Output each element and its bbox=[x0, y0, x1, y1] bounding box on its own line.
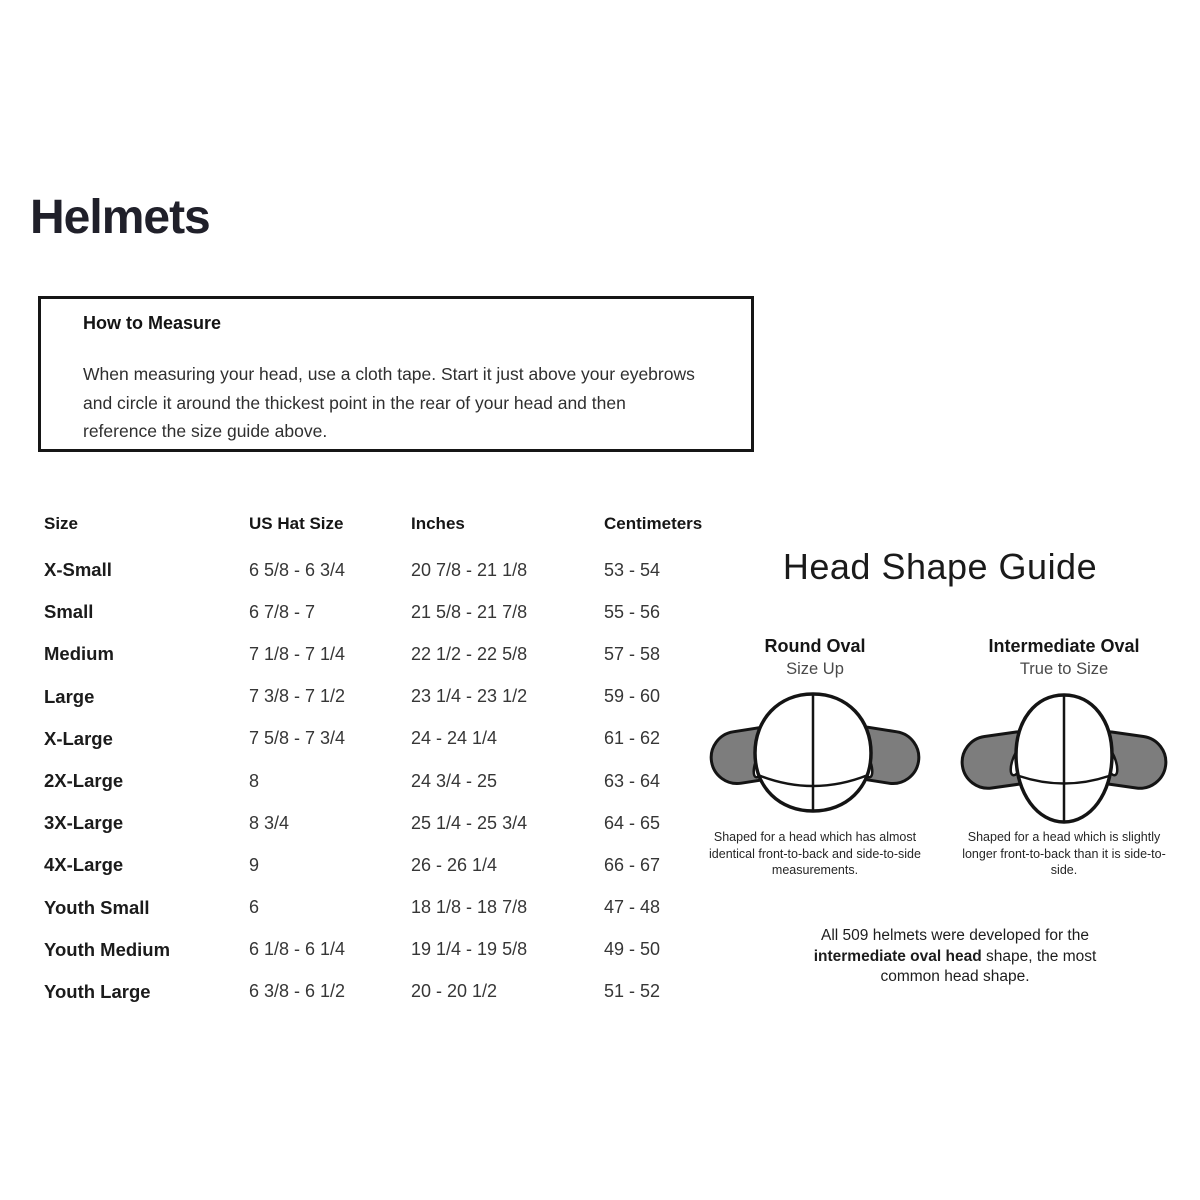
cell-us-hat-size: 6 bbox=[249, 897, 260, 918]
cell-inches: 25 1/4 - 25 3/4 bbox=[411, 812, 528, 833]
note-bold: intermediate oval head bbox=[813, 947, 982, 965]
table-row bbox=[44, 929, 754, 971]
column-header-centimeters: Centimeters bbox=[604, 514, 703, 533]
column-header-us-hat-size: US Hat Size bbox=[249, 514, 344, 533]
cell-inches: 26 - 26 1/4 bbox=[411, 854, 498, 875]
cell-us-hat-size: 6 1/8 - 6 1/4 bbox=[249, 939, 346, 960]
cell-inches: 19 1/4 - 19 5/8 bbox=[411, 939, 528, 960]
measure-box-heading: How to Measure bbox=[83, 313, 222, 333]
cell-inches: 22 1/2 - 22 5/8 bbox=[411, 643, 528, 664]
cell-inches: 20 7/8 - 21 1/8 bbox=[411, 559, 528, 580]
cell-centimeters: 57 - 58 bbox=[604, 643, 661, 664]
page-title: Helmets bbox=[30, 191, 210, 244]
size-table-header-row bbox=[44, 514, 754, 549]
cell-us-hat-size: 8 3/4 bbox=[249, 812, 290, 833]
cell-centimeters: 49 - 50 bbox=[604, 939, 661, 960]
column-header-inches: Inches bbox=[411, 514, 465, 533]
cell-size: Medium bbox=[44, 643, 114, 665]
round-oval-name: Round Oval bbox=[764, 636, 866, 656]
round-oval-section bbox=[705, 636, 925, 879]
round-oval-caption: Shaped for a head which has almost identical front-to-back and side-to-side measurements. bbox=[709, 830, 921, 877]
cell-us-hat-size: 7 1/8 - 7 1/4 bbox=[249, 643, 346, 664]
intermediate-oval-caption: Shaped for a head which is slightly longer front-to-back than it is side-to-side. bbox=[962, 830, 1166, 877]
table-row bbox=[44, 591, 754, 633]
cell-size: Small bbox=[44, 601, 94, 623]
cell-size: Youth Medium bbox=[44, 938, 171, 960]
cell-size: X-Large bbox=[44, 727, 113, 749]
cell-us-hat-size: 6 7/8 - 7 bbox=[249, 601, 316, 622]
cell-centimeters: 53 - 54 bbox=[604, 559, 661, 580]
table-row bbox=[44, 971, 754, 1013]
cell-inches: 18 1/8 - 18 7/8 bbox=[411, 897, 528, 918]
cell-size: Large bbox=[44, 685, 95, 707]
cell-size: 4X-Large bbox=[44, 854, 124, 876]
cell-centimeters: 59 - 60 bbox=[604, 686, 661, 707]
intermediate-oval-section bbox=[954, 636, 1174, 879]
table-row bbox=[44, 887, 754, 929]
cell-centimeters: 47 - 48 bbox=[604, 897, 661, 918]
size-table bbox=[44, 514, 754, 1013]
cell-centimeters: 64 - 65 bbox=[604, 812, 661, 833]
table-row bbox=[44, 633, 754, 675]
cell-inches: 21 5/8 - 21 7/8 bbox=[411, 601, 528, 622]
cell-size: Youth Large bbox=[44, 980, 151, 1002]
cell-us-hat-size: 9 bbox=[249, 854, 260, 875]
cell-centimeters: 63 - 64 bbox=[604, 770, 661, 791]
cell-centimeters: 55 - 56 bbox=[604, 601, 661, 622]
round-oval-fit: Size Up bbox=[786, 660, 844, 678]
table-row bbox=[44, 718, 754, 760]
how-to-measure-box bbox=[38, 296, 754, 452]
cell-size: X-Small bbox=[44, 559, 112, 581]
table-row bbox=[44, 802, 754, 844]
table-row bbox=[44, 844, 754, 886]
cell-size: 2X-Large bbox=[44, 770, 124, 792]
cell-centimeters: 66 - 67 bbox=[604, 854, 661, 875]
intermediate-oval-fit: True to Size bbox=[1019, 660, 1109, 678]
round-oval-head-diagram bbox=[705, 691, 925, 826]
cell-size: 3X-Large bbox=[44, 812, 124, 834]
cell-size: Youth Small bbox=[44, 896, 150, 918]
cell-inches: 24 - 24 1/4 bbox=[411, 728, 498, 749]
cell-centimeters: 61 - 62 bbox=[604, 728, 661, 749]
head-shape-guide-title: Head Shape Guide bbox=[782, 546, 1098, 587]
note-suffix: shape, the most common head shape. bbox=[880, 947, 1097, 985]
cell-us-hat-size: 6 5/8 - 6 3/4 bbox=[249, 559, 346, 580]
cell-centimeters: 51 - 52 bbox=[604, 981, 661, 1002]
helmet-development-note bbox=[805, 926, 1105, 988]
cell-us-hat-size: 6 3/8 - 6 1/2 bbox=[249, 981, 346, 1002]
measure-box-body: When measuring your head, use a cloth tape. Start it just above your eyebrows and circle it around the thickest point in the rear of your head and then reference the size guide above. bbox=[83, 364, 695, 441]
cell-inches: 24 3/4 - 25 bbox=[411, 770, 498, 791]
cell-us-hat-size: 7 5/8 - 7 3/4 bbox=[249, 728, 346, 749]
table-row bbox=[44, 760, 754, 802]
table-row bbox=[44, 676, 754, 718]
intermediate-oval-name: Intermediate Oval bbox=[988, 636, 1140, 656]
cell-us-hat-size: 8 bbox=[249, 770, 260, 791]
note-prefix: All 509 helmets were developed for the bbox=[821, 927, 1089, 944]
cell-inches: 23 1/4 - 23 1/2 bbox=[411, 686, 528, 707]
table-row bbox=[44, 549, 754, 591]
cell-inches: 20 - 20 1/2 bbox=[411, 981, 498, 1002]
intermediate-oval-head-diagram bbox=[954, 691, 1174, 826]
column-header-size: Size bbox=[44, 514, 79, 533]
cell-us-hat-size: 7 3/8 - 7 1/2 bbox=[249, 686, 346, 707]
